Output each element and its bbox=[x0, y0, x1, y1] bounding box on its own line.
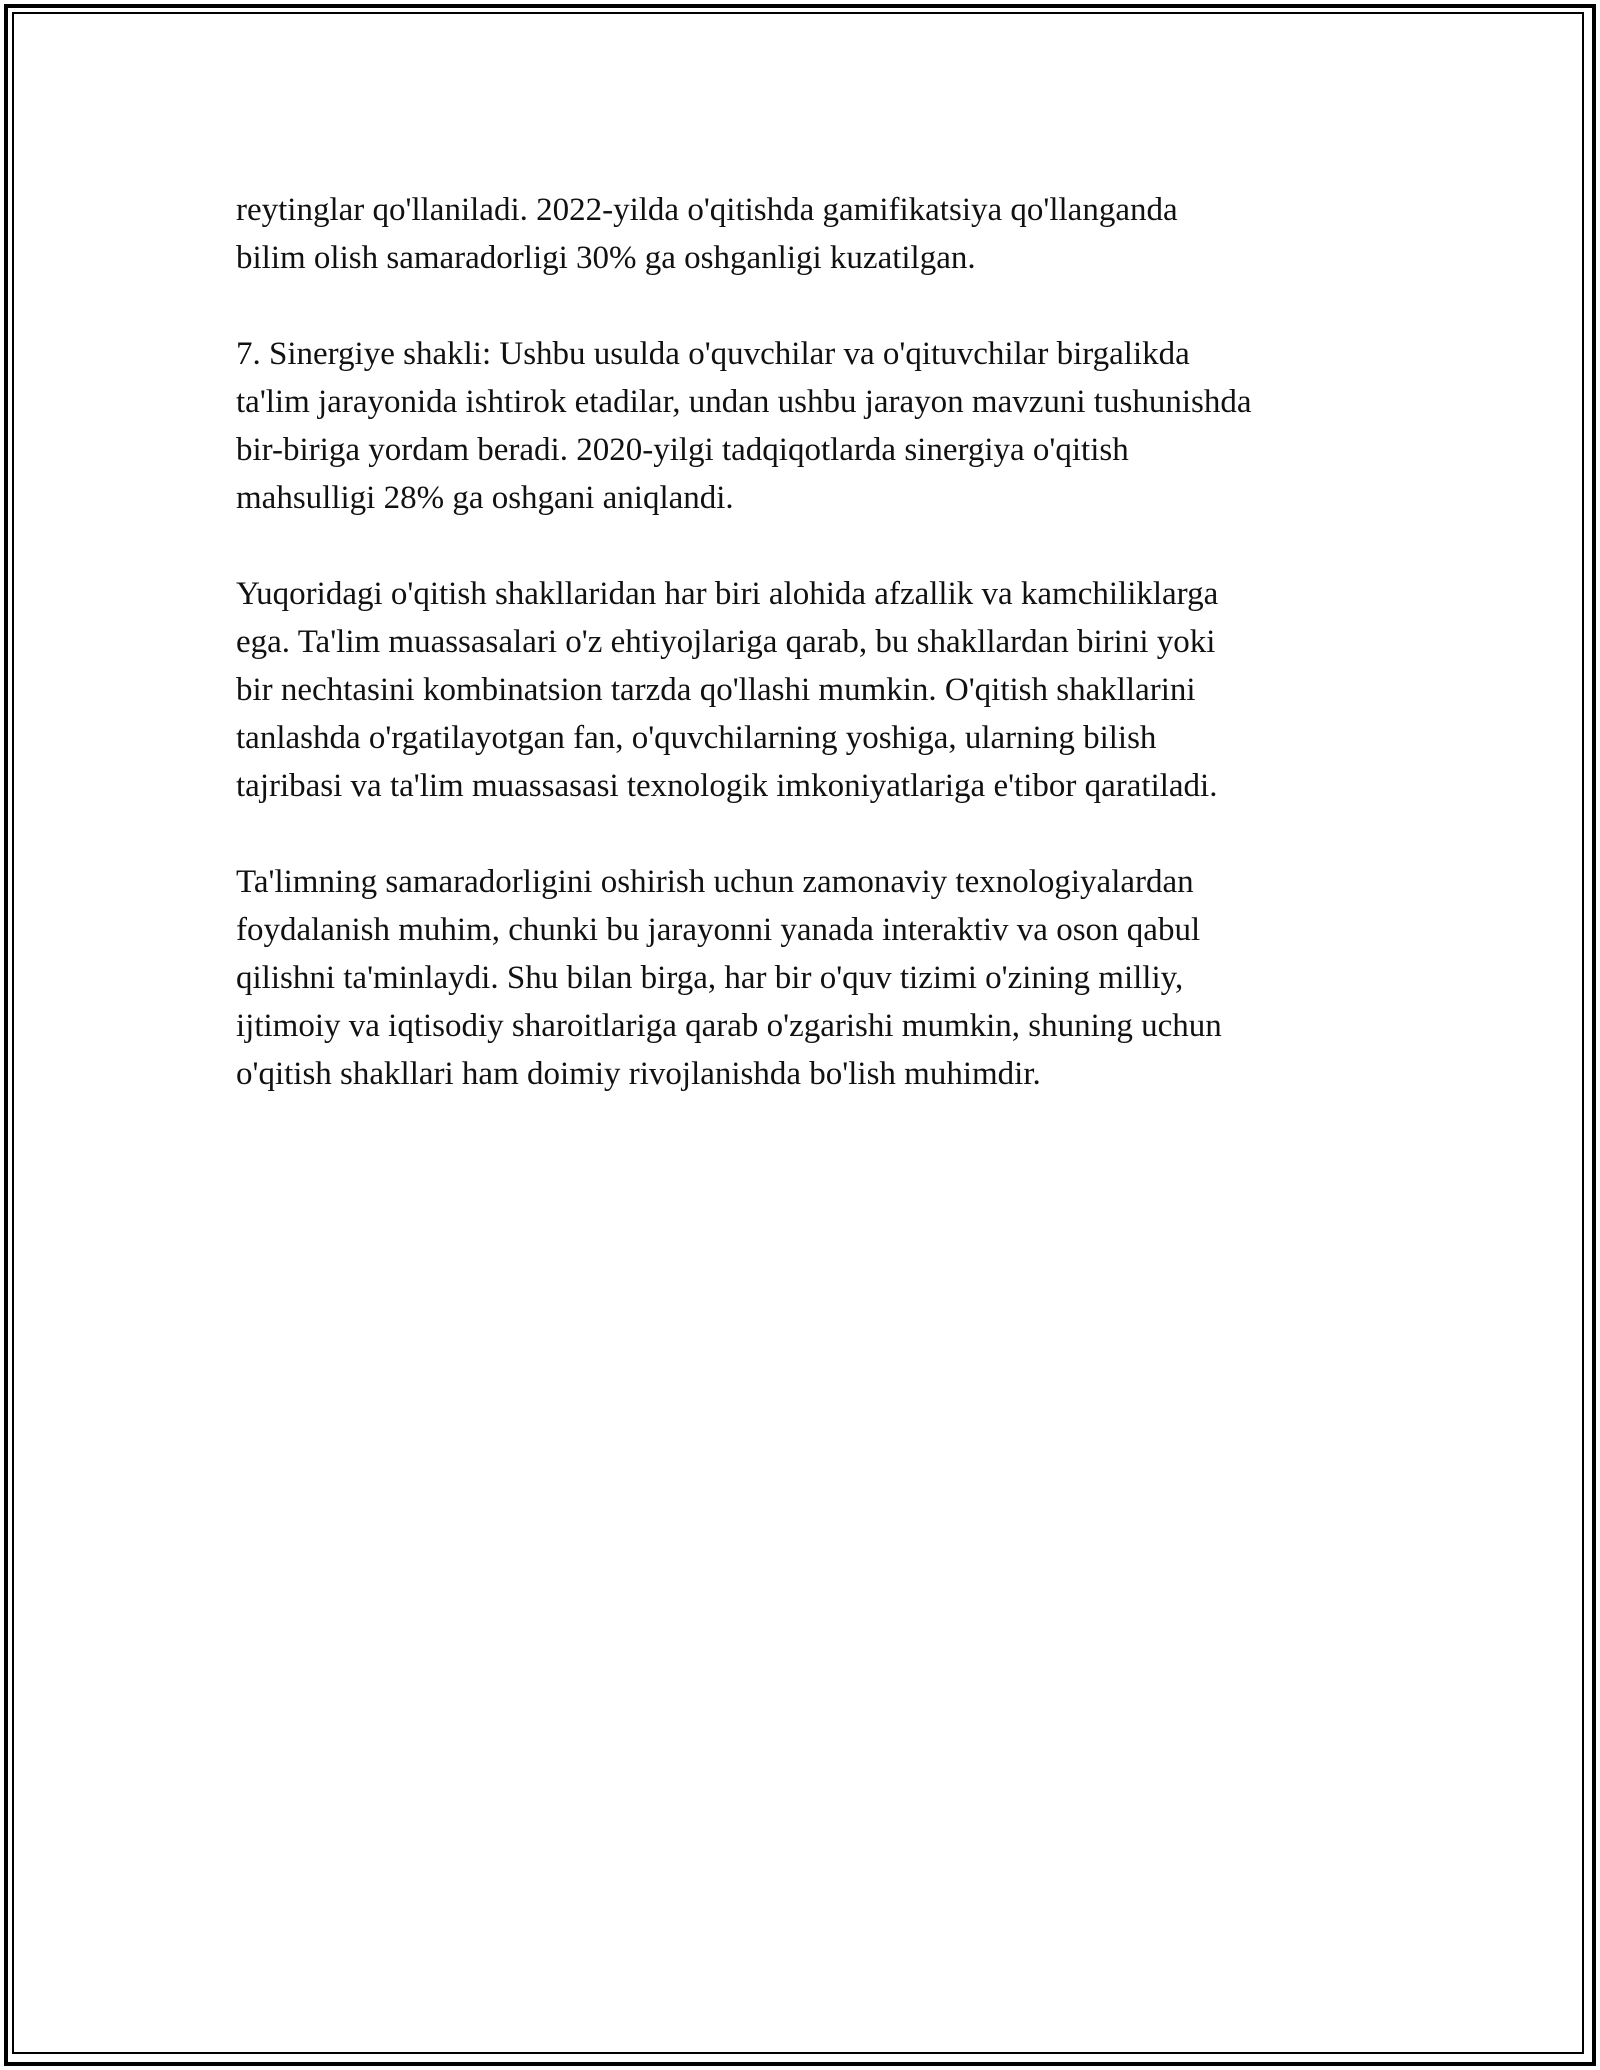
text-line: 7. Sinergiye shakli: Ushbu usulda o'quvchilar va o'qituvchilar birgalikda bbox=[236, 336, 1190, 372]
text-line: ega. Ta'lim muassasalari o'z ehtiyojlariga qarab, bu shakllardan birini yoki bbox=[236, 624, 1216, 660]
text-line: qilishni ta'minlaydi. Shu bilan birga, har bir o'quv tizimi o'zining milliy, bbox=[236, 960, 1184, 996]
text-line: bir-biriga yordam beradi. 2020-yilgi tadqiqotlarda sinergiya o'qitish bbox=[236, 432, 1129, 468]
text-line: foydalanish muhim, chunki bu jarayonni yanada interaktiv va oson qabul bbox=[236, 912, 1201, 948]
paragraph-gamification-end bbox=[236, 186, 1396, 282]
text-line: ta'lim jarayonida ishtirok etadilar, undan ushbu jarayon mavzuni tushunishda bbox=[236, 384, 1252, 420]
paragraph-synergy-form bbox=[236, 330, 1396, 522]
text-line: Yuqoridagi o'qitish shakllaridan har biri alohida afzallik va kamchiliklarga bbox=[236, 576, 1219, 612]
text-line: mahsulligi 28% ga oshgani aniqlandi. bbox=[236, 480, 734, 516]
text-line: o'qitish shakllari ham doimiy rivojlanishda bo'lish muhimdir. bbox=[236, 1056, 1041, 1092]
text-line: bilim olish samaradorligi 30% ga oshganligi kuzatilgan. bbox=[236, 240, 976, 276]
text-line: ijtimoiy va iqtisodiy sharoitlariga qarab o'zgarishi mumkin, shuning uchun bbox=[236, 1008, 1222, 1044]
text-line: tajribasi va ta'lim muassasasi texnologik imkoniyatlariga e'tibor qaratiladi. bbox=[236, 768, 1218, 804]
paragraph-technology-conclusion bbox=[236, 858, 1396, 1098]
text-line: reytinglar qo'llaniladi. 2022-yilda o'qitishda gamifikatsiya qo'llanganda bbox=[236, 192, 1178, 228]
paragraph-forms-summary bbox=[236, 570, 1396, 810]
text-line: tanlashda o'rgatilayotgan fan, o'quvchilarning yoshiga, ularning bilish bbox=[236, 720, 1157, 756]
text-line: Ta'limning samaradorligini oshirish uchun zamonaviy texnologiyalardan bbox=[236, 864, 1194, 900]
document-body bbox=[236, 186, 1396, 1146]
text-line: bir nechtasini kombinatsion tarzda qo'llashi mumkin. O'qitish shakllarini bbox=[236, 672, 1196, 708]
